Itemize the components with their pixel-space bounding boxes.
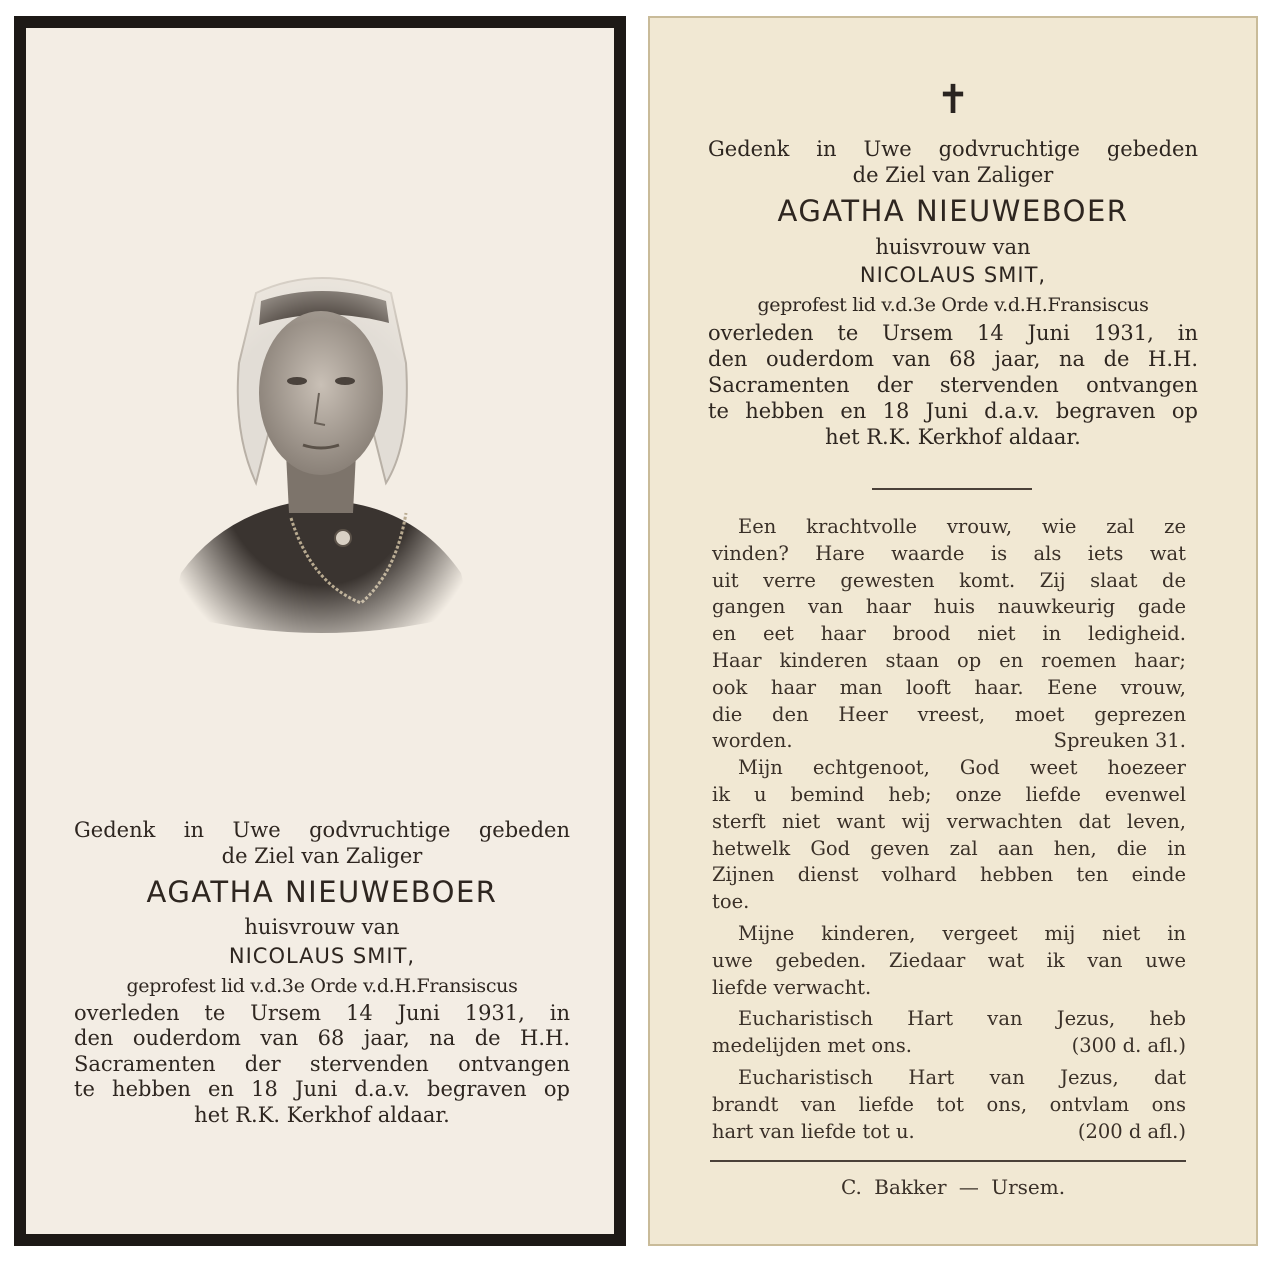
front-text-block (74, 818, 570, 1128)
intro-line: de Ziel van Zaliger (221, 843, 423, 868)
verse-line: die den Heer vreest, moet geprezen (712, 702, 1186, 726)
prayer-line: hart van liefde tot u. (712, 1119, 915, 1143)
verse-line: Mijne kinderen, vergeet mij niet in (738, 921, 1186, 945)
indulgence-note: (200 d afl.) (1077, 1119, 1186, 1143)
relation-line: huisvrouw van (875, 235, 1031, 259)
prayer-last-line (712, 1033, 1186, 1060)
verse-line: ik u bemind heb; onze liefde evenwel (712, 782, 1186, 806)
verse-line: en eet haar brood niet in ledigheid. (712, 622, 1186, 646)
verse-source: Spreuken 31. (1053, 729, 1186, 753)
deceased-name: AGATHA NIEUWEBOER (146, 875, 498, 909)
death-line: overleden te Ursem 14 Juni 1931, in (74, 1000, 570, 1025)
prayer-line: Eucharistisch Hart van Jezus, dat (738, 1065, 1186, 1089)
verse-last-line (712, 728, 1186, 755)
printer-credit: C. Bakker — Ursem. (840, 1175, 1066, 1199)
verse-line: gangen van haar huis nauwkeurig gade (712, 595, 1186, 619)
divider-rule (872, 488, 1032, 490)
verse-line: worden. (712, 729, 793, 753)
intro-line: de Ziel van Zaliger (852, 163, 1054, 187)
card-front-paper (26, 28, 614, 1234)
death-line: het R.K. Kerkhof aldaar. (825, 425, 1081, 449)
death-line: Sacramenten der stervenden ontvangen (74, 1051, 570, 1076)
death-line: Sacramenten der stervenden ontvangen (708, 373, 1198, 397)
intro-line: Gedenk in Uwe godvruchtige gebeden (708, 137, 1198, 161)
verse-line: Haar kinderen staan op en roemen haar; (712, 648, 1186, 672)
verse-line: Zijnen dienst volhard hebben ten einde (712, 863, 1186, 887)
portrait-photo (161, 253, 481, 653)
cross-icon: ✝ (936, 77, 970, 123)
memorial-card-front (14, 16, 626, 1246)
memorial-card-back (648, 16, 1258, 1246)
prayer-line: brandt van liefde tot ons, ontvlam ons (712, 1092, 1186, 1116)
death-line: overleden te Ursem 14 Juni 1931, in (708, 321, 1198, 345)
verse-line: uit verre gewesten komt. Zij slaat de (712, 568, 1186, 592)
verse-line: Mijn echtgenoot, God weet hoezeer (738, 756, 1186, 780)
prayer-last-line (712, 1119, 1186, 1146)
relation-line: huisvrouw van (244, 915, 400, 939)
order-line: geprofest lid v.d.3e Orde v.d.H.Fransiscus (757, 294, 1149, 316)
verse-line: hetwelk God geven zal aan hen, die in (712, 836, 1186, 860)
intro-line: Gedenk in Uwe godvruchtige gebeden (74, 818, 570, 842)
death-line: den ouderdom van 68 jaar, na de H.H. (708, 347, 1198, 371)
order-line: geprofest lid v.d.3e Orde v.d.H.Fransiscus (126, 974, 518, 997)
verse-line: liefde verwacht. (712, 975, 872, 999)
verse-line: uwe gebeden. Ziedaar wat ik van uwe (712, 948, 1186, 972)
prayer-line: Eucharistisch Hart van Jezus, heb (738, 1007, 1186, 1031)
spouse-name: NICOLAUS SMIT, (228, 943, 416, 968)
death-line: den ouderdom van 68 jaar, na de H.H. (74, 1026, 570, 1050)
verse-line: vinden? Hare waarde is als iets wat (712, 541, 1186, 565)
verse-block (712, 514, 1186, 1145)
back-header-block (708, 136, 1198, 450)
spouse-name: NICOLAUS SMIT, (859, 263, 1047, 287)
indulgence-note: (300 d. afl.) (1071, 1034, 1186, 1058)
deceased-name: AGATHA NIEUWEBOER (777, 194, 1129, 228)
death-line: het R.K. Kerkhof aldaar. (194, 1102, 450, 1127)
verse-line: ook haar man looft haar. Eene vrouw, (712, 675, 1186, 699)
bottom-divider-rule (710, 1160, 1186, 1162)
verse-line: sterft niet want wij verwachten dat leven, (712, 809, 1186, 833)
verse-line: Een krachtvolle vrouw, wie zal ze (738, 515, 1186, 538)
verse-line: toe. (712, 890, 750, 914)
prayer-line: medelijden met ons. (712, 1034, 912, 1058)
death-line: te hebben en 18 Juni d.a.v. begraven op (708, 399, 1198, 423)
death-line: te hebben en 18 Juni d.a.v. begraven op (74, 1077, 570, 1101)
